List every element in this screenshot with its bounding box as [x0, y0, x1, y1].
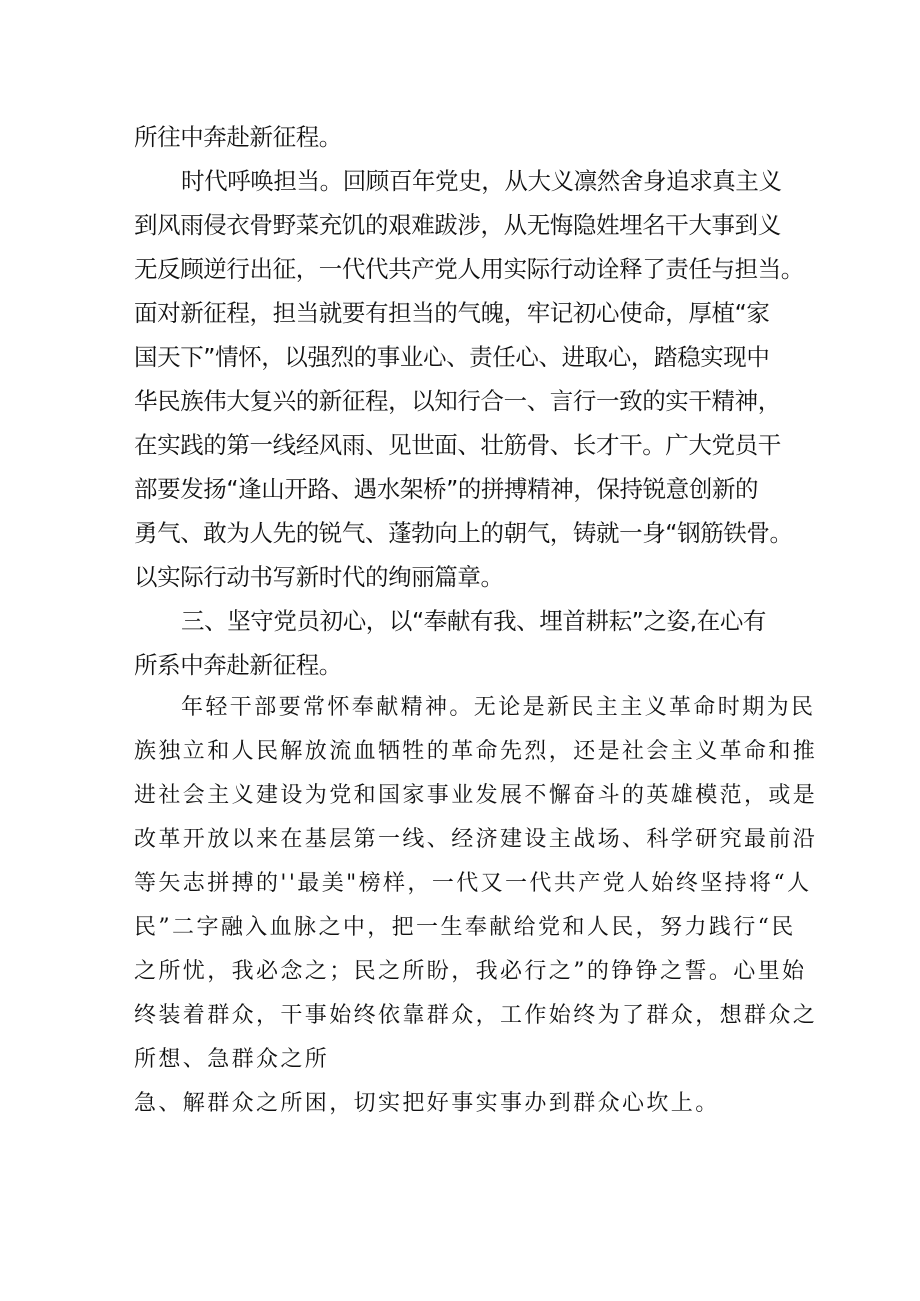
text-line-4: 无反顾逆行出征，一代代共产党人用实际行动诠释了责任与担当。 [134, 255, 804, 283]
text-line-9: 部要发扬“逢山开路、遇水架桥”的拼搏精神，保持锐意创新的 [134, 475, 759, 503]
text-line-10: 勇气、敢为人先的锐气、蓬勃向上的朝气，铸就一身“钢筋铁骨。 [134, 519, 793, 547]
section-heading-line-1: 三、坚守党员初心，以“奉献有我、埋首耕耘”之姿,在心有 [181, 607, 767, 635]
text-line-17: 改革开放以来在基层第一线、经济建设主战场、科学研究最前沿 [134, 827, 818, 852]
text-line-19: 民”二字融入血脉之中，把一生奉献给党和人民，努力践行“民 [134, 915, 796, 940]
text-line-20: 之所忧，我必念之；民之所盼，我必行之”的铮铮之誓。心里始 [134, 959, 807, 984]
section-heading-line-2: 所系中奔赴新征程。 [134, 651, 342, 679]
text-line-15: 族独立和人民解放流血牺牲的革命先烈，还是社会主义革命和推 [134, 739, 818, 764]
text-line-18: 等矢志拼搏的''最美"榜样，一代又一代共产党人始终坚持将“人 [134, 871, 812, 896]
text-line-5: 面对新征程，担当就要有担当的气魄，牢记初心使命，厚植“家 [134, 299, 770, 327]
text-line-8: 在实践的第一线经风雨、见世面、壮筋骨、长才干。广大党员干 [134, 431, 781, 459]
text-line-21: 终装着群众，干事始终依靠群众，工作始终为了群众，想群众之 [134, 1003, 818, 1028]
text-line-11: 以实际行动书写新时代的绚丽篇章。 [134, 563, 504, 591]
text-line-23: 急、解群众之所困，切实把好事实事办到群众心坎上。 [134, 1091, 720, 1116]
text-line-22: 所想、急群众之所 [134, 1047, 330, 1072]
text-line-1: 所往中奔赴新征程。 [134, 123, 342, 151]
text-line-14: 年轻干部要常怀奉献精神。无论是新民主主义革命时期为民 [181, 695, 816, 720]
text-line-2: 时代呼唤担当。回顾百年党史，从大义凛然舍身追求真主义 [181, 167, 782, 195]
text-line-6: 国天下”情怀，以强烈的事业心、责任心、进取心，踏稳实现中 [134, 343, 770, 371]
text-line-3: 到风雨侵衣骨野菜充饥的艰难跋涉，从无悔隐姓埋名干大事到义 [134, 211, 781, 239]
text-line-16: 进社会主义建设为党和国家事业发展不懈奋斗的英雄模范，或是 [134, 783, 818, 808]
text-line-7: 华民族伟大复兴的新征程，以知行合一、言行一致的实干精神， [134, 387, 781, 415]
